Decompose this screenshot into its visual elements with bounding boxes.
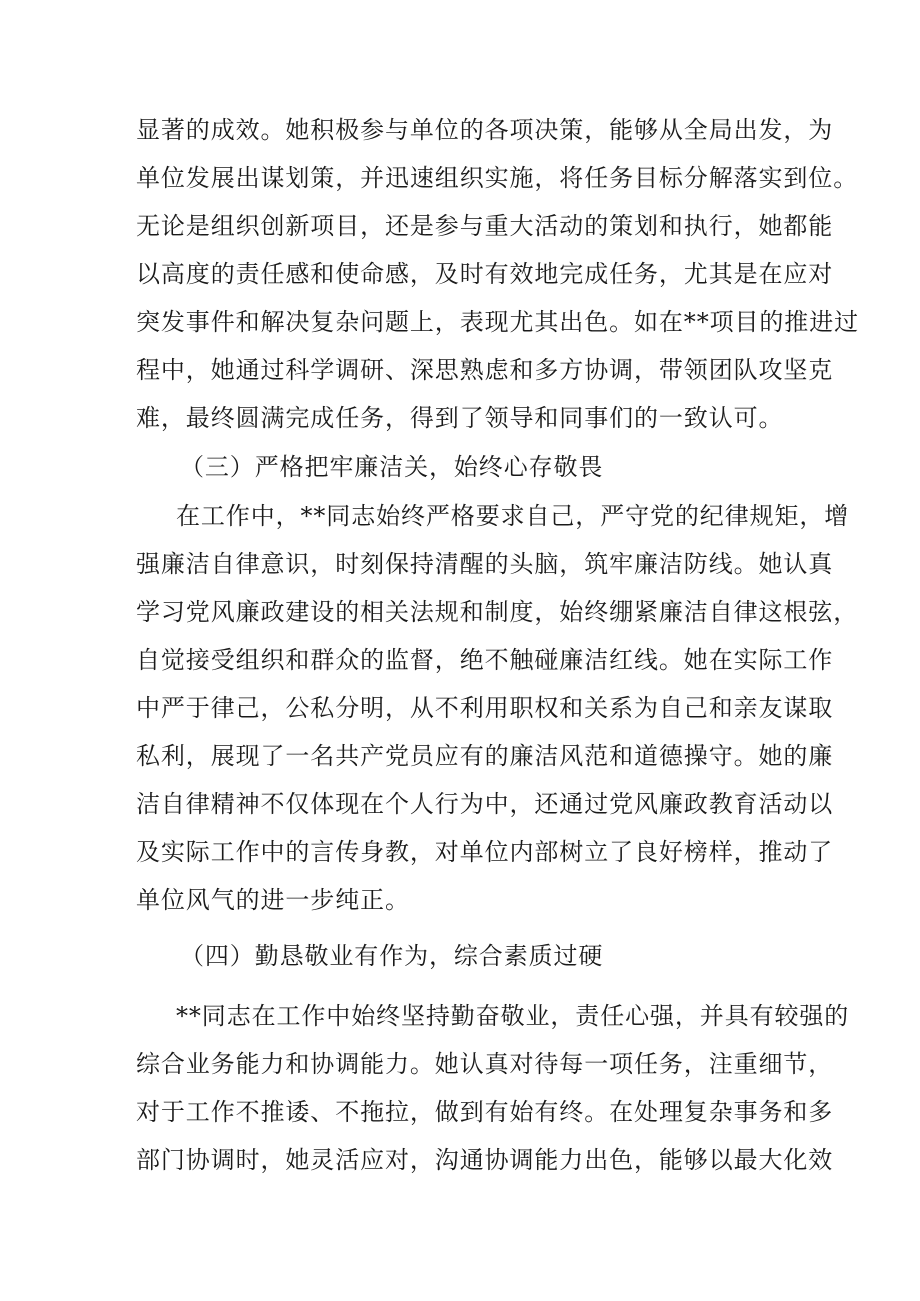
paragraph-line: 综合业务能力和协调能力。她认真对待每一项任务，注重细节， xyxy=(136,1050,834,1078)
paragraph-line: 在工作中，**同志始终严格要求自己，严守党的纪律规矩，增 xyxy=(176,502,850,530)
paragraph-line: 以高度的责任感和使命感，及时有效地完成任务，尤其是在应对 xyxy=(136,260,834,288)
paragraph-line: 单位风气的进一步纯正。 xyxy=(136,886,410,914)
paragraph-line: 部门协调时，她灵活应对，沟通协调能力出色，能够以最大化效 xyxy=(136,1146,834,1174)
paragraph-line: 单位发展出谋划策，并迅速组织实施，将任务目标分解落实到位。 xyxy=(136,164,859,192)
paragraph-line: 无论是组织创新项目，还是参与重大活动的策划和执行，她都能 xyxy=(136,212,834,240)
paragraph-line: 对于工作不推诿、不拖拉，做到有始有终。在处理复杂事务和多 xyxy=(136,1098,834,1126)
paragraph-line: 程中，她通过科学调研、深思熟虑和多方协调，带领团队攻坚克 xyxy=(136,356,834,384)
paragraph-line: 显著的成效。她积极参与单位的各项决策，能够从全局出发，为 xyxy=(136,116,834,144)
paragraph-line: 强廉洁自律意识，时刻保持清醒的头脑，筑牢廉洁防线。她认真 xyxy=(136,550,834,578)
paragraph-line: 洁自律精神不仅体现在个人行为中，还通过党风廉政教育活动以 xyxy=(136,790,834,818)
paragraph-line: 突发事件和解决复杂问题上，表现尤其出色。如在**项目的推进过 xyxy=(136,308,859,336)
paragraph-line: 及实际工作中的言传身教，对单位内部树立了良好榜样，推动了 xyxy=(136,838,834,866)
section-heading: （四）勤恳敬业有作为，综合素质过硬 xyxy=(180,942,604,970)
paragraph-line: 自觉接受组织和群众的监督，绝不触碰廉洁红线。她在实际工作 xyxy=(136,646,834,674)
paragraph-line: 学习党风廉政建设的相关法规和制度，始终绷紧廉洁自律这根弦， xyxy=(136,598,859,626)
paragraph-line: 私利，展现了一名共产党员应有的廉洁风范和道德操守。她的廉 xyxy=(136,742,834,770)
paragraph-line: 中严于律己，公私分明，从不利用职权和关系为自己和亲友谋取 xyxy=(136,694,834,722)
paragraph-line: **同志在工作中始终坚持勤奋敬业，责任心强，并具有较强的 xyxy=(176,1002,850,1030)
section-heading: （三）严格把牢廉洁关，始终心存敬畏 xyxy=(180,453,604,481)
paragraph-line: 难，最终圆满完成任务，得到了领导和同事们的一致认可。 xyxy=(136,404,784,432)
